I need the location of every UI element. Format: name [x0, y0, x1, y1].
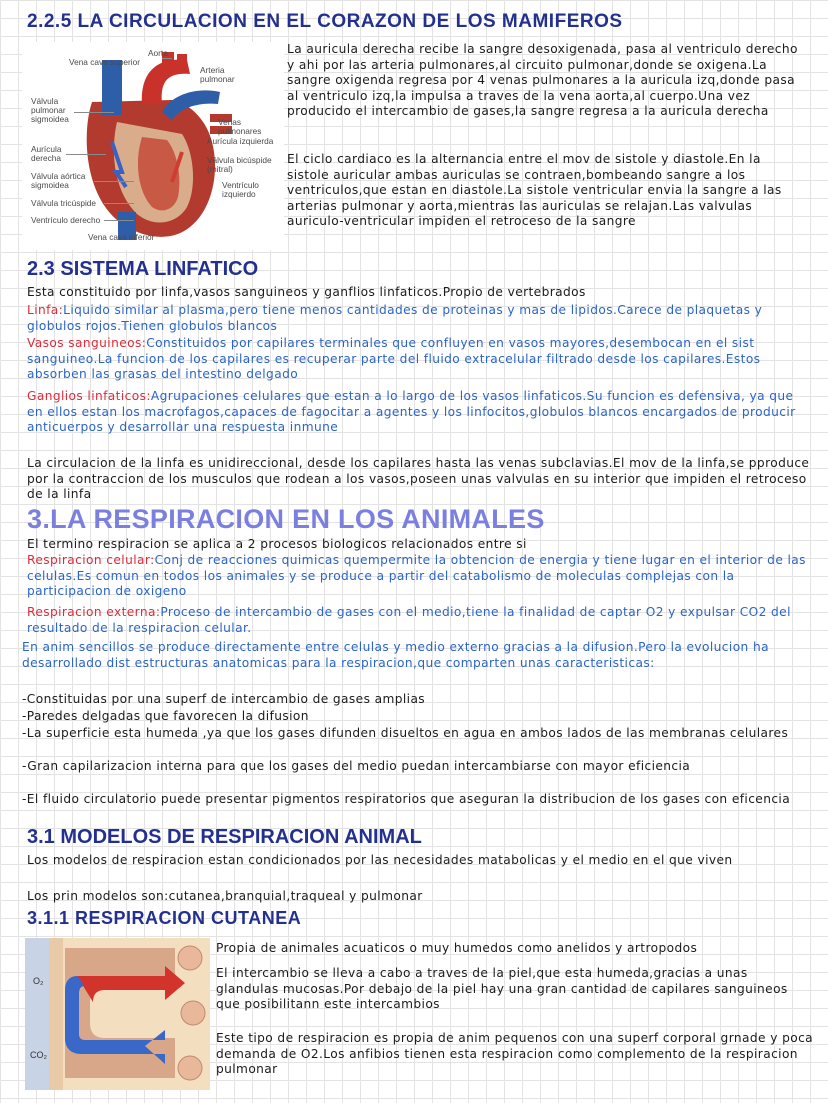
section-title-3: 3.LA RESPIRACION EN LOS ANIMALES: [27, 504, 545, 534]
label-auricula-derecha: Aurícula derecha: [31, 144, 62, 163]
linfa-paragraph: [27, 303, 812, 334]
label-valvula-tricuspide: Válvula tricúspide: [31, 198, 97, 208]
anim-sencillos-paragraph: En anim sencillos se produce directamente entre celulas y medio externo gracias a la difusion.Pero la evolucion ha desarrollado dist estructuras anatomicas para la respiracion,que comparten unas caracteristicas:: [22, 640, 769, 670]
co2-label: CO₂: [30, 1050, 47, 1060]
label-ventriculo-izquierdo: Ventrículo izquierdo: [222, 180, 259, 199]
respiracion-externa-text: Proceso de intercambio de gases con el medio,tiene la finalidad de captar O2 y expulsar CO2 del resultado de la respiracion celular.: [27, 605, 791, 635]
label-valvula-pulmonar: Válvula pulmonar sigmoidea: [31, 96, 69, 124]
respiracion-celular-term: Respiracion celular:: [27, 553, 155, 567]
label-auricula-izquierda: Aurícula izquierda: [207, 136, 274, 146]
label-valvula-aortica: Válvula aórtica sigmoidea: [31, 171, 86, 190]
label-valvula-bicuspide: Válvula bicúspide (mitral): [207, 155, 272, 174]
linfatico-intro: Esta constituido por linfa,vasos sanguineos y ganflios linfaticos.Propio de vertebrados: [27, 285, 586, 299]
section-title-3-1-1: 3.1.1 RESPIRACION CUTANEA: [27, 908, 302, 928]
cutanea-paragraph-3: Este tipo de respiracion es propia de anim pequenos con una superf corporal grnade y poca demanda de O2.Los anfibios tienen esta respiracion como complemento de la respiracion pulmonar: [216, 1031, 814, 1076]
cutaneous-figure: [25, 938, 210, 1090]
respiracion-externa-paragraph: [27, 605, 812, 636]
o2-label: O₂: [33, 976, 44, 986]
respiracion-celular-paragraph: [27, 553, 812, 600]
label-arteria-pulmonar: Arteria pulmonar: [200, 65, 235, 84]
label-aorta: Aorta: [148, 48, 168, 58]
linfa-term: Linfa:: [27, 303, 64, 317]
linfa-text: Liquido similar al plasma,pero tiene menos cantidades de proteinas y mas de lipidos.Carece de plaquetas y globulos rojos.Tienen globulos blancos: [27, 303, 763, 333]
caracteristica-4: -Gran capilarizacion interna para que los gases del medio puedan intercambiarse con mayor eficiencia: [22, 759, 691, 773]
modelos-paragraph-2: Los prin modelos son:cutanea,branquial,traqueal y pulmonar: [27, 889, 423, 903]
vasos-text: Constituidos por capilares terminales que confluyen en vasos mayores,desembocan en el sist sanguineo.La funcion de los capilares es recuperar parte del fluido extracelular filtrado desde los capilares.Estos absorben las grasas del intestino delgado: [27, 336, 761, 381]
section-title-2-3: 2.3 SISTEMA LINFATICO: [27, 258, 259, 280]
heart-figure: [22, 42, 284, 250]
caracteristica-2: -Paredes delgadas que favorecen la difusion: [22, 709, 309, 723]
vasos-term: Vasos sanguineos:: [27, 336, 147, 350]
caracteristica-3: -La superficie esta humeda ,ya que los gases difunden disueltos en agua en ambos lados de las membranas celulares: [22, 726, 789, 740]
ganglios-term: Ganglios linfaticos:: [27, 389, 151, 403]
label-venas-pulmonares: Venas pulmonares: [218, 117, 262, 136]
modelos-paragraph-1: Los modelos de respiracion estan condicionados por las necesidades matabolicas y el medio en el que viven: [27, 853, 733, 867]
section-title-3-1: 3.1 MODELOS DE RESPIRACION ANIMAL: [27, 826, 422, 848]
label-vena-cava-superior: Vena cava superior: [69, 57, 141, 67]
ganglios-paragraph: [27, 389, 807, 436]
circulacion-linfa-paragraph: La circulacion de la linfa es unidireccional, desde los capilares hasta las venas subclavias.El mov de la linfa,se pproduce por la contraccion de los musculos que rodean a los vasos,poseen unas valvulas en su interior que impiden el retroceso de la linfa: [27, 456, 810, 501]
label-vena-cava-inferior: Vena cava inferior: [88, 232, 155, 242]
cutanea-paragraph-1: Propia de animales acuaticos o muy humedos como anelidos y artropodos: [216, 941, 698, 955]
caracteristica-5: -El fluido circulatorio puede presentar pigmentos respiratorios que aseguran la distribucion de los gases con eficencia: [22, 792, 791, 806]
vasos-paragraph: [27, 336, 812, 383]
skin-capillary-illustration-icon: [25, 938, 210, 1090]
respiracion-externa-term: Respiracion externa:: [27, 605, 161, 619]
paragraph-ciclo-cardiaco: El ciclo cardiaco es la alternancia entre el mov de sistole y diastole.En la sistole auricular ambas auriculas se contraen,bombeando sangre a los ventriculos,que estan en diastole.La sistole ventricular envia la sangre a las arterias pulmonar y aorta,mientras las auriculas se relajan.Las valvulas auriculo-ventricular impiden el retroceso de la sangre: [287, 152, 782, 228]
caracteristica-1: -Constituidas por una superf de intercambio de gases amplias: [22, 692, 426, 706]
ganglios-text: Agrupaciones celulares que estan a lo largo de los vasos linfaticos.Su funcion es defensiva, ya que en ellos estan los macrofagos,capaces de fagocitar a agentes y los linfocitos,globulos blancos encargados de producir anticuerpos y desarrollar una respuesta inmune: [27, 389, 796, 434]
cutanea-paragraph-2: El intercambio se lleva a cabo a traves de la piel,que esta humeda,gracias a unas glandulas mucosas.Por debajo de la piel hay una gran cantidad de capilares sanguineos que posibilitann este intercambios: [216, 966, 788, 1011]
label-ventriculo-derecho: Ventrículo derecho: [31, 215, 101, 225]
respiracion-celular-text: Conj de reacciones quimicas quempermite la obtencion de energia y tiene lugar en el interior de las celulas.Es comun en todos los animales y se produce a partir del catabolismo de moleculas complejas con la participacion de oxigeno: [27, 553, 806, 598]
paragraph-circulacion: La auricula derecha recibe la sangre desoxigenada, pasa al ventriculo derecho y ahi por las arteria pulmonares,al circuito pulmonar,donde se oxigena.La sangre oxigenda regresa por 4 venas pulmonares a la auricula izq,donde pasa al ventriculo izq,la impulsa a traves de la vena aorta,al cuerpo.Una vez producido el intercambio de gases,la sangre regresa a la auricula derecha: [287, 42, 798, 118]
section-title-2-2-5: 2.2.5 LA CIRCULACION EN EL CORAZON DE LOS MAMIFEROS: [27, 11, 623, 32]
respiracion-intro: El termino respiracion se aplica a 2 procesos biologicos relacionados entre si: [27, 537, 527, 551]
